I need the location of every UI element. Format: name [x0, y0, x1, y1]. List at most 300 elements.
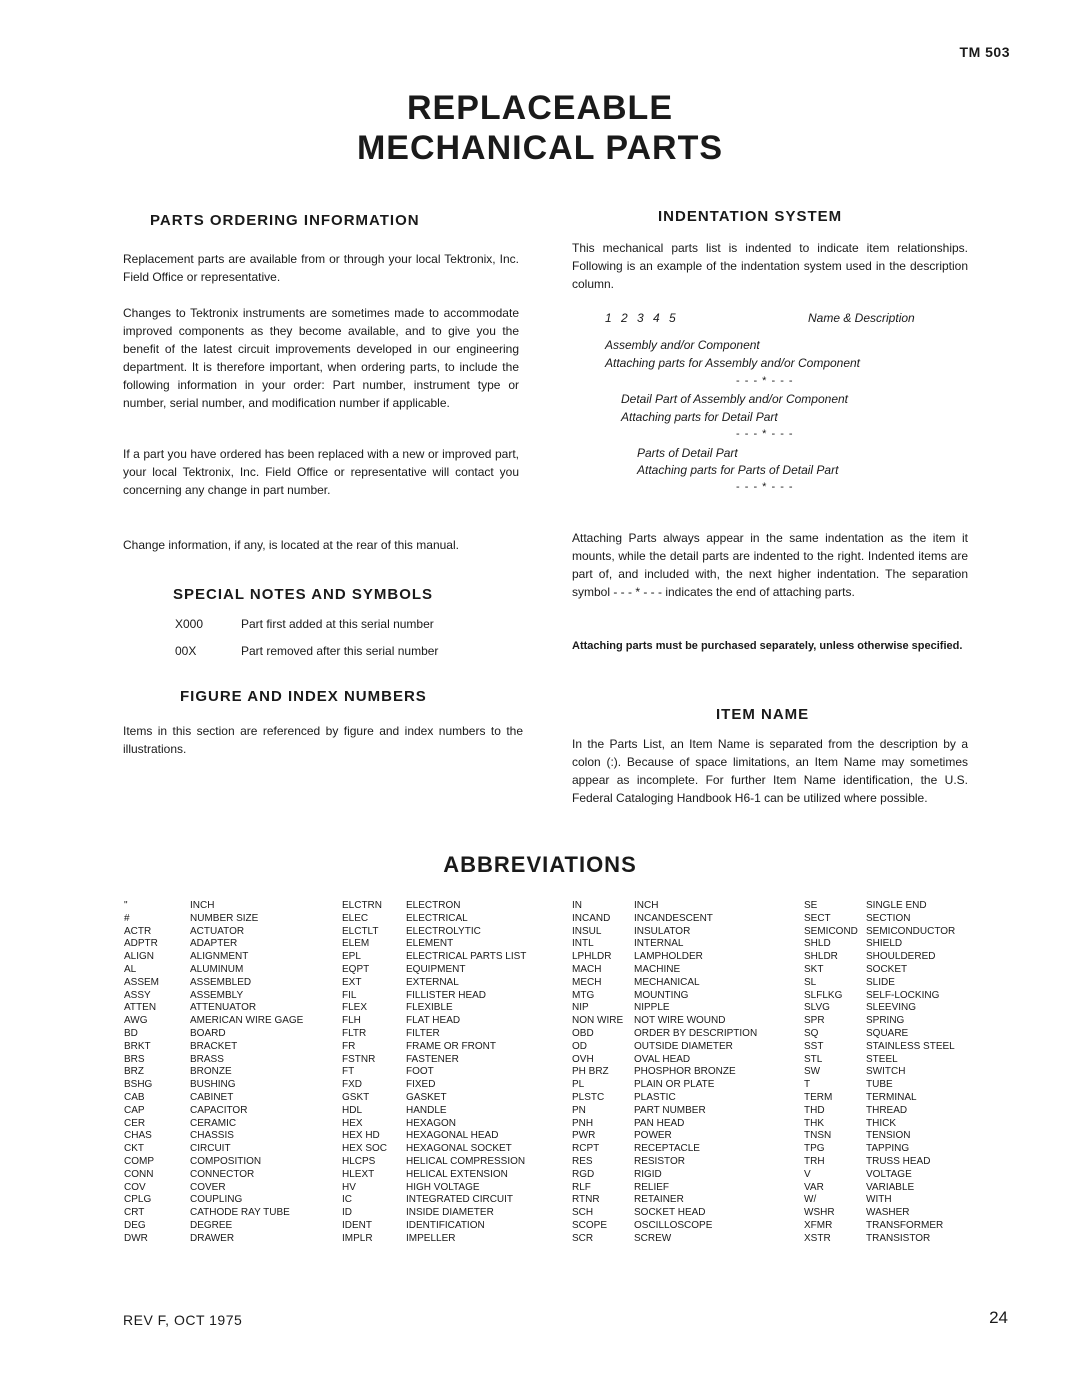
abbreviation-entry	[804, 913, 955, 926]
abbreviation-meaning: BUSHING	[190, 1079, 236, 1091]
abbreviation-entry	[342, 1220, 526, 1233]
abbreviation-entry	[572, 1130, 757, 1143]
abbreviation-code: AWG	[124, 1015, 148, 1027]
abbreviation-meaning: OUTSIDE DIAMETER	[634, 1040, 733, 1052]
abbreviation-entry	[804, 1041, 955, 1054]
abbreviation-entry	[124, 1054, 303, 1067]
abbreviation-meaning: RESISTOR	[634, 1155, 685, 1167]
abbreviation-entry	[572, 1156, 757, 1169]
abbreviation-entry	[124, 1207, 303, 1220]
abbreviation-code: V	[804, 1168, 811, 1180]
abbreviation-code: NIP	[572, 1002, 589, 1014]
abbreviation-meaning: ATTENUATOR	[190, 1002, 257, 1014]
abbreviation-meaning: STEEL	[866, 1053, 898, 1065]
abbreviations-column-4	[804, 900, 955, 1246]
abbreviation-meaning: PLASTIC	[634, 1091, 676, 1103]
abbreviation-code: BRS	[124, 1053, 145, 1065]
abbreviation-code: SCOPE	[572, 1219, 608, 1231]
abbreviation-entry	[342, 1092, 526, 1105]
abbreviation-code: SHLD	[804, 938, 831, 950]
abbreviation-meaning: PHOSPHOR BRONZE	[634, 1066, 736, 1078]
abbreviation-code: DEG	[124, 1219, 146, 1231]
abbreviation-meaning: ORDER BY DESCRIPTION	[634, 1027, 758, 1039]
abbreviation-meaning: THICK	[866, 1117, 896, 1129]
abbreviation-code: ID	[342, 1207, 352, 1219]
indent-line: Attaching parts for Detail Part	[621, 410, 778, 424]
abbreviation-meaning: BRACKET	[190, 1040, 238, 1052]
abbreviation-meaning: INSIDE DIAMETER	[406, 1207, 494, 1219]
abbreviation-code: SLFLKG	[804, 989, 843, 1001]
abbreviation-meaning: HIGH VOLTAGE	[406, 1181, 480, 1193]
symbol-code: 00X	[175, 644, 197, 658]
abbreviation-meaning: IDENTIFICATION	[406, 1219, 485, 1231]
abbreviation-entry	[572, 1143, 757, 1156]
abbreviation-entry	[342, 1143, 526, 1156]
abbreviation-meaning: SECTION	[866, 912, 911, 924]
abbreviation-meaning: ALUMINUM	[190, 963, 244, 975]
symbol-desc: Part first added at this serial number	[241, 617, 434, 631]
abbreviation-meaning: MOUNTING	[634, 989, 689, 1001]
abbreviation-entry	[342, 1002, 526, 1015]
attaching-parts-note: Attaching parts must be purchased separately, unless otherwise specified.	[572, 640, 963, 652]
abbreviation-entry	[342, 1066, 526, 1079]
abbreviation-meaning: CAPACITOR	[190, 1104, 248, 1116]
abbreviation-code: BSHG	[124, 1079, 153, 1091]
abbreviation-meaning: ADAPTER	[190, 938, 238, 950]
abbreviation-entry	[572, 1015, 757, 1028]
abbreviation-code: EQPT	[342, 963, 370, 975]
abbreviation-code: RLF	[572, 1181, 591, 1193]
abbreviation-code: SST	[804, 1040, 824, 1052]
abbreviation-code: OBD	[572, 1027, 594, 1039]
abbreviation-code: IC	[342, 1194, 352, 1206]
abbreviation-entry	[804, 1182, 955, 1195]
abbreviation-entry	[342, 913, 526, 926]
abbreviation-meaning: ELECTRICAL	[406, 912, 468, 924]
abbreviation-meaning: SELF-LOCKING	[866, 989, 940, 1001]
abbreviation-code: SW	[804, 1066, 821, 1078]
abbreviation-meaning: ELEMENT	[406, 938, 454, 950]
abbreviation-meaning: SHIELD	[866, 938, 903, 950]
abbreviation-entry	[124, 1066, 303, 1079]
abbreviation-meaning: HEXAGONAL SOCKET	[406, 1143, 512, 1155]
abbreviation-code: W/	[804, 1194, 817, 1206]
abbreviation-meaning: TERMINAL	[866, 1091, 917, 1103]
abbreviation-code: PWR	[572, 1130, 596, 1142]
abbreviation-meaning: SPRING	[866, 1015, 905, 1027]
parts-ordering-p4: Change information, if any, is located at the rear of this manual.	[123, 538, 459, 552]
parts-ordering-p1: Replacement parts are available from or through your local Tektronix, Inc. Field Office or representative.	[123, 252, 519, 284]
abbreviation-entry	[804, 1092, 955, 1105]
abbreviation-meaning: INTERNAL	[634, 938, 684, 950]
abbreviation-meaning: HEXAGONAL HEAD	[406, 1130, 499, 1142]
abbreviation-meaning: SINGLE END	[866, 900, 927, 911]
abbreviation-meaning: ELECTRON	[406, 900, 461, 911]
abbreviation-entry	[342, 900, 526, 913]
abbreviation-meaning: BOARD	[190, 1027, 226, 1039]
abbreviation-entry	[124, 913, 303, 926]
abbreviation-entry	[124, 1233, 303, 1246]
abbreviation-entry	[804, 1130, 955, 1143]
abbreviation-code: INSUL	[572, 925, 602, 937]
abbreviation-entry	[804, 951, 955, 964]
abbreviation-meaning: PLAIN OR PLATE	[634, 1079, 715, 1091]
abbreviation-meaning: COMPOSITION	[190, 1155, 262, 1167]
abbreviation-code: DWR	[124, 1232, 148, 1244]
abbreviation-meaning: TRUSS HEAD	[866, 1155, 931, 1167]
abbreviation-code: ACTR	[124, 925, 152, 937]
abbreviation-meaning: LAMPHOLDER	[634, 951, 703, 963]
abbreviation-code: CPLG	[124, 1194, 152, 1206]
abbreviation-entry	[124, 1182, 303, 1195]
abbreviation-code: BRZ	[124, 1066, 144, 1078]
abbreviation-code: OD	[572, 1040, 587, 1052]
abbreviation-meaning: CIRCUIT	[190, 1143, 231, 1155]
abbreviation-code: PLSTC	[572, 1091, 605, 1103]
abbreviation-entry	[124, 1079, 303, 1092]
abbreviation-code: CHAS	[124, 1130, 152, 1142]
abbreviation-meaning: BRONZE	[190, 1066, 232, 1078]
abbreviation-entry	[124, 1220, 303, 1233]
abbreviation-meaning: RIGID	[634, 1168, 662, 1180]
abbreviation-meaning: ELECTROLYTIC	[406, 925, 481, 937]
abbreviation-entry	[124, 964, 303, 977]
abbreviation-code: RGD	[572, 1168, 595, 1180]
manual-number: TM 503	[959, 44, 1010, 60]
abbreviation-code: PH BRZ	[572, 1066, 609, 1078]
abbreviation-entry	[342, 1233, 526, 1246]
abbreviation-meaning: VOLTAGE	[866, 1168, 912, 1180]
abbreviation-meaning: NUMBER SIZE	[190, 912, 259, 924]
abbreviation-entry	[124, 951, 303, 964]
abbreviation-code: SKT	[804, 963, 824, 975]
indent-line: Detail Part of Assembly and/or Component	[621, 392, 848, 406]
abbreviation-code: XFMR	[804, 1219, 833, 1231]
abbreviation-code: SE	[804, 900, 818, 911]
abbreviation-code: SECT	[804, 912, 831, 924]
abbreviation-meaning: WITH	[866, 1194, 892, 1206]
abbreviation-meaning: TAPPING	[866, 1143, 910, 1155]
abbreviation-entry	[804, 1169, 955, 1182]
abbreviation-code: TNSN	[804, 1130, 832, 1142]
abbreviation-meaning: SWITCH	[866, 1066, 906, 1078]
abbreviation-meaning: COVER	[190, 1181, 226, 1193]
abbreviation-meaning: OSCILLOSCOPE	[634, 1219, 713, 1231]
abbreviation-meaning: EXTERNAL	[406, 976, 459, 988]
abbreviation-code: CAP	[124, 1104, 145, 1116]
abbreviation-code: CRT	[124, 1207, 145, 1219]
separator-symbol: - - - * - - -	[736, 375, 794, 387]
abbreviation-meaning: GASKET	[406, 1091, 447, 1103]
abbreviation-entry	[804, 1118, 955, 1131]
abbreviation-meaning: ELECTRICAL PARTS LIST	[406, 951, 527, 963]
abbreviation-code: ELCTRN	[342, 900, 383, 911]
abbreviation-entry	[804, 1194, 955, 1207]
abbreviation-code: IN	[572, 900, 582, 911]
abbreviation-meaning: FLEXIBLE	[406, 1002, 453, 1014]
abbreviation-entry	[804, 938, 955, 951]
abbreviation-code: SCR	[572, 1232, 594, 1244]
abbreviation-entry	[342, 964, 526, 977]
abbreviation-code: PL	[572, 1079, 585, 1091]
abbreviation-meaning: TUBE	[866, 1079, 893, 1091]
abbreviation-code: HEX SOC	[342, 1143, 388, 1155]
separator-symbol: - - - * - - -	[736, 428, 794, 440]
abbreviation-entry	[572, 1169, 757, 1182]
abbreviation-code: WSHR	[804, 1207, 835, 1219]
abbreviation-meaning: IMPELLER	[406, 1232, 456, 1244]
abbreviation-entry	[342, 977, 526, 990]
abbreviation-code: FLEX	[342, 1002, 368, 1014]
abbreviation-meaning: HELICAL COMPRESSION	[406, 1155, 526, 1167]
abbreviation-entry	[804, 1054, 955, 1067]
abbreviation-code: GSKT	[342, 1091, 370, 1103]
abbreviation-code: STL	[804, 1053, 823, 1065]
abbreviation-code: IMPLR	[342, 1232, 373, 1244]
indent-levels: 1 2 3 4 5	[605, 311, 676, 325]
abbreviations-column-3	[572, 900, 757, 1246]
abbreviation-meaning: POWER	[634, 1130, 672, 1142]
abbreviation-meaning: FLAT HEAD	[406, 1015, 461, 1027]
abbreviation-meaning: AMERICAN WIRE GAGE	[190, 1015, 304, 1027]
abbreviation-code: HLEXT	[342, 1168, 375, 1180]
abbreviation-code: SLVG	[804, 1002, 830, 1014]
abbreviation-meaning: FASTENER	[406, 1053, 459, 1065]
abbreviation-entry	[804, 977, 955, 990]
abbreviation-entry	[124, 900, 303, 913]
abbreviation-meaning: FIXED	[406, 1079, 436, 1091]
abbreviation-entry	[342, 1105, 526, 1118]
abbreviation-code: BRKT	[124, 1040, 151, 1052]
abbreviation-meaning: CATHODE RAY TUBE	[190, 1207, 290, 1219]
abbreviation-code: TRH	[804, 1155, 825, 1167]
abbreviation-meaning: CHASSIS	[190, 1130, 234, 1142]
abbreviation-entry	[572, 1220, 757, 1233]
abbreviation-entry	[804, 964, 955, 977]
abbreviation-code: FSTNR	[342, 1053, 376, 1065]
abbreviation-meaning: BRASS	[190, 1053, 224, 1065]
abbreviation-code: HEX HD	[342, 1130, 380, 1142]
abbreviation-entry	[124, 1041, 303, 1054]
abbreviation-meaning: HANDLE	[406, 1104, 447, 1116]
abbreviation-entry	[804, 1066, 955, 1079]
abbreviation-entry	[124, 1130, 303, 1143]
abbreviation-entry	[572, 977, 757, 990]
abbreviation-meaning: CONNECTOR	[190, 1168, 255, 1180]
abbreviation-entry	[342, 951, 526, 964]
abbreviation-entry	[342, 1169, 526, 1182]
abbreviation-entry	[342, 1194, 526, 1207]
abbreviation-entry	[804, 900, 955, 913]
abbreviation-meaning: SLIDE	[866, 976, 895, 988]
abbreviation-code: AL	[124, 963, 137, 975]
abbreviation-meaning: CERAMIC	[190, 1117, 237, 1129]
abbreviation-code: RES	[572, 1155, 593, 1167]
abbreviation-entry	[572, 926, 757, 939]
abbreviation-entry	[572, 913, 757, 926]
abbreviation-code: ADPTR	[124, 938, 158, 950]
abbreviation-code: FR	[342, 1040, 356, 1052]
abbreviation-entry	[342, 1041, 526, 1054]
abbreviation-code: EXT	[342, 976, 362, 988]
indent-name-description: Name & Description	[808, 311, 915, 325]
item-name-p1: In the Parts List, an Item Name is separated from the description by a colon (:). Because of space limitations, an Item Name may sometimes appear as incomplete. For further Item Name identification, the U.S. Federal Cataloging Handbook H6-1 can be utilized where possible.	[572, 737, 968, 805]
abbreviation-entry	[572, 1182, 757, 1195]
abbreviation-entry	[342, 1182, 526, 1195]
indentation-p1: This mechanical parts list is indented to indicate item relationships. Following is an example of the indentation system used in the description column.	[572, 241, 968, 291]
abbreviation-entry	[342, 1028, 526, 1041]
abbreviation-entry	[124, 1143, 303, 1156]
abbreviation-meaning: DRAWER	[190, 1232, 235, 1244]
abbreviation-code: FLTR	[342, 1027, 367, 1039]
abbreviation-entry	[804, 1105, 955, 1118]
abbreviation-code: BD	[124, 1027, 138, 1039]
abbreviation-code: PNH	[572, 1117, 594, 1129]
abbreviation-entry	[572, 938, 757, 951]
abbreviation-code: CONN	[124, 1168, 154, 1180]
abbreviation-meaning: ACTUATOR	[190, 925, 245, 937]
abbreviation-meaning: INCANDESCENT	[634, 912, 713, 924]
abbreviation-code: PN	[572, 1104, 586, 1116]
abbreviation-entry	[804, 1015, 955, 1028]
parts-ordering-p2: Changes to Tektronix instruments are sometimes made to accommodate improved components as they become available, and to give you the benefit of the latest circuit improvements developed in our engineering department. It is therefore important, when ordering parts, to include the following information in your order: Part number, instrument type or number, serial number, and modification number if applicable.	[123, 306, 519, 410]
abbreviations-column-2	[342, 900, 526, 1246]
revision-date: REV F, OCT 1975	[123, 1312, 243, 1328]
abbreviation-entry	[572, 1054, 757, 1067]
abbreviation-meaning: FILTER	[406, 1027, 440, 1039]
abbreviation-code: MECH	[572, 976, 602, 988]
abbreviation-code: THD	[804, 1104, 825, 1116]
parts-ordering-p3: If a part you have ordered has been replaced with a new or improved part, your local Tektronix, Inc. Field Office or representative will contact you concerning any change in part number.	[123, 447, 519, 497]
abbreviation-meaning: FILLISTER HEAD	[406, 989, 487, 1001]
abbreviation-entry	[342, 1156, 526, 1169]
abbreviation-code: TPG	[804, 1143, 825, 1155]
abbreviation-code: ATTEN	[124, 1002, 157, 1014]
abbreviation-code: HV	[342, 1181, 356, 1193]
abbreviation-code: SPR	[804, 1015, 825, 1027]
abbreviation-meaning: NOT WIRE WOUND	[634, 1015, 726, 1027]
item-name-heading: ITEM NAME	[716, 706, 810, 723]
abbreviation-code: #	[124, 912, 130, 924]
symbol-code: X000	[175, 617, 204, 631]
abbreviation-code: CER	[124, 1117, 146, 1129]
abbreviation-meaning: NIPPLE	[634, 1002, 670, 1014]
abbreviation-code: CKT	[124, 1143, 144, 1155]
abbreviation-code: THK	[804, 1117, 824, 1129]
abbreviation-meaning: HELICAL EXTENSION	[406, 1168, 508, 1180]
abbreviation-entry	[124, 977, 303, 990]
abbreviation-entry	[804, 1002, 955, 1015]
abbreviation-entry	[124, 1092, 303, 1105]
abbreviation-entry	[342, 938, 526, 951]
abbreviation-entry	[804, 1079, 955, 1092]
abbreviation-meaning: SEMICONDUCTOR	[866, 925, 956, 937]
abbreviation-code: HEX	[342, 1117, 363, 1129]
abbreviations-column-1	[124, 900, 303, 1246]
abbreviation-meaning: INTEGRATED CIRCUIT	[406, 1194, 514, 1206]
abbreviation-meaning: TRANSISTOR	[866, 1232, 931, 1244]
figure-index-heading: FIGURE AND INDEX NUMBERS	[180, 688, 427, 705]
abbreviation-code: FIL	[342, 989, 357, 1001]
abbreviation-meaning: STAINLESS STEEL	[866, 1040, 955, 1052]
abbreviation-code: HDL	[342, 1104, 363, 1116]
abbreviation-entry	[572, 1105, 757, 1118]
abbreviation-entry	[342, 1079, 526, 1092]
indentation-p2: Attaching Parts always appear in the same indentation as the item it mounts, while the detail parts are indented to the right. Indented items are part of, and included with, the next higher indentation. The separation symbol - - - * - - - indicates the end of attaching parts.	[572, 531, 968, 599]
abbreviation-entry	[572, 900, 757, 913]
abbreviation-meaning: RETAINER	[634, 1194, 684, 1206]
abbreviation-meaning: DEGREE	[190, 1219, 233, 1231]
abbreviation-code: SQ	[804, 1027, 819, 1039]
abbreviation-code: NON WIRE	[572, 1015, 624, 1027]
abbreviation-entry	[124, 1169, 303, 1182]
indent-line: Attaching parts for Assembly and/or Component	[605, 356, 861, 370]
abbreviation-entry	[572, 964, 757, 977]
abbreviation-entry	[804, 1233, 955, 1246]
abbreviation-code: EPL	[342, 951, 361, 963]
abbreviation-code: ELCTLT	[342, 925, 379, 937]
abbreviation-entry	[804, 1143, 955, 1156]
abbreviation-entry	[572, 990, 757, 1003]
parts-ordering-heading: PARTS ORDERING INFORMATION	[150, 212, 420, 229]
abbreviation-entry	[124, 1194, 303, 1207]
abbreviation-code: INTL	[572, 938, 594, 950]
abbreviation-meaning: INCH	[190, 900, 215, 911]
abbreviation-code: ELEM	[342, 938, 370, 950]
abbreviation-meaning: MACHINE	[634, 963, 681, 975]
abbreviation-code: COV	[124, 1181, 146, 1193]
abbreviation-code: LPHLDR	[572, 951, 612, 963]
abbreviation-code: FXD	[342, 1079, 362, 1091]
abbreviation-code: TERM	[804, 1091, 833, 1103]
abbreviation-entry	[124, 1028, 303, 1041]
abbreviation-code: IDENT	[342, 1219, 372, 1231]
abbreviation-meaning: SLEEVING	[866, 1002, 917, 1014]
abbreviation-meaning: CABINET	[190, 1091, 234, 1103]
abbreviation-code: ASSEM	[124, 976, 160, 988]
abbreviation-entry	[124, 1002, 303, 1015]
abbreviation-entry	[124, 1118, 303, 1131]
abbreviation-code: FLH	[342, 1015, 361, 1027]
indent-line: Parts of Detail Part	[637, 446, 738, 460]
abbreviation-meaning: HEXAGON	[406, 1117, 457, 1129]
abbreviation-code: SEMICOND	[804, 925, 858, 937]
abbreviation-entry	[572, 951, 757, 964]
abbreviation-entry	[124, 1015, 303, 1028]
abbreviation-code: OVH	[572, 1053, 594, 1065]
abbreviation-entry	[572, 1194, 757, 1207]
abbreviation-code: ELEC	[342, 912, 369, 924]
abbreviation-entry	[342, 1118, 526, 1131]
abbreviation-meaning: SHOULDERED	[866, 951, 936, 963]
abbreviation-entry	[572, 1092, 757, 1105]
abbreviation-meaning: EQUIPMENT	[406, 963, 466, 975]
abbreviation-code: HLCPS	[342, 1155, 376, 1167]
abbreviation-meaning: OVAL HEAD	[634, 1053, 691, 1065]
abbreviation-meaning: FRAME OR FRONT	[406, 1040, 496, 1052]
abbreviation-entry	[124, 1156, 303, 1169]
abbreviation-entry	[124, 938, 303, 951]
abbreviation-meaning: SOCKET	[866, 963, 908, 975]
abbreviation-code: MACH	[572, 963, 602, 975]
abbreviation-entry	[124, 926, 303, 939]
abbreviation-code: CAB	[124, 1091, 145, 1103]
abbreviation-entry	[804, 1156, 955, 1169]
abbreviation-entry	[572, 1118, 757, 1131]
abbreviation-meaning: TRANSFORMER	[866, 1219, 944, 1231]
abbreviation-entry	[342, 926, 526, 939]
abbreviation-meaning: TENSION	[866, 1130, 911, 1142]
